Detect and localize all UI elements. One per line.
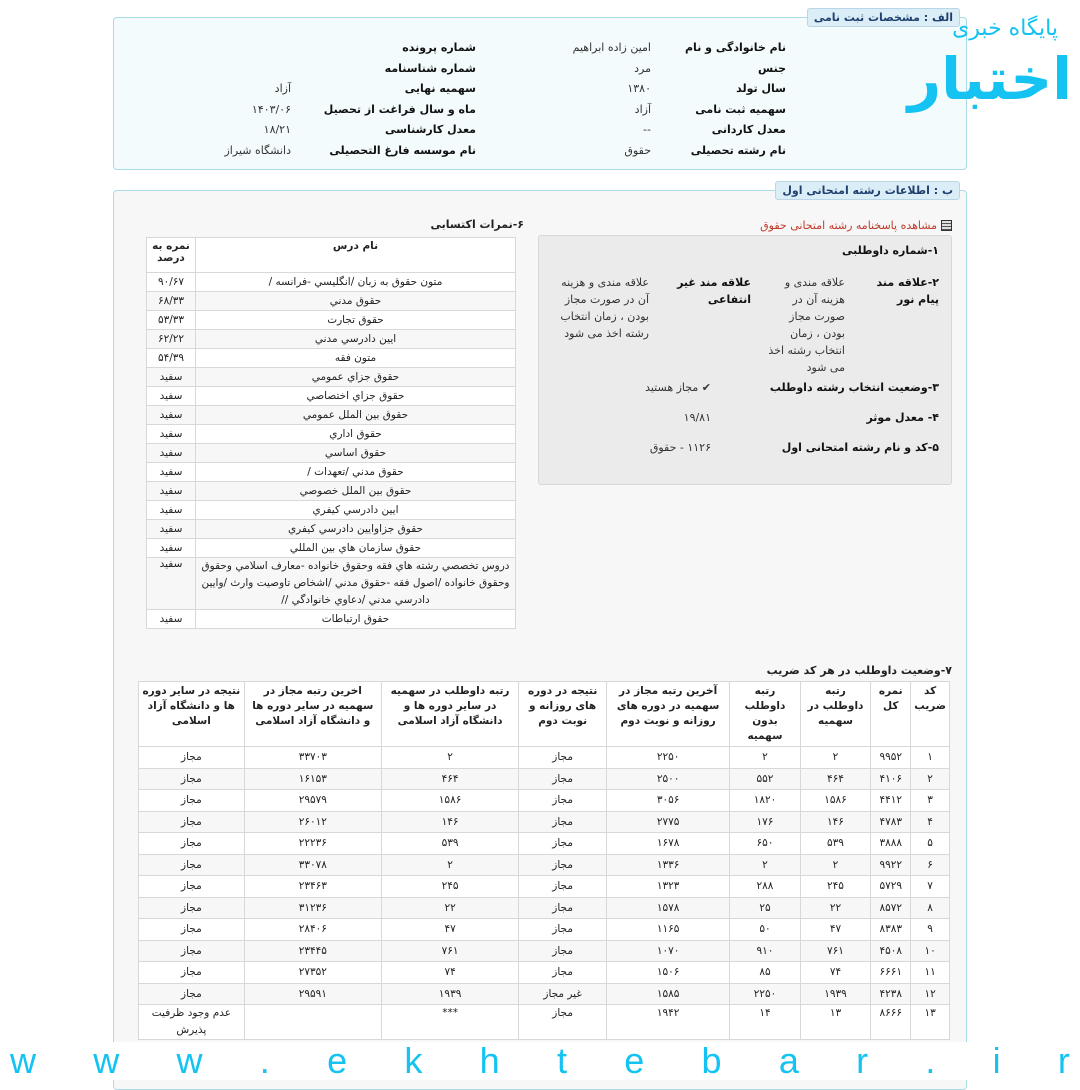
registration-fields-right xyxy=(501,38,786,161)
field-label: نام موسسه فارغ التحصیلی xyxy=(329,143,476,157)
selection-status-value: مجاز هستید xyxy=(645,381,699,394)
status-cell: ۴۷۸۳ xyxy=(871,811,911,833)
document-icon xyxy=(941,220,952,231)
field-row xyxy=(171,38,476,59)
field-label: سهمیه نهایی xyxy=(404,82,476,96)
status-cell: ۴۷ xyxy=(381,919,518,941)
course-percent: سفید xyxy=(147,406,196,425)
answer-sheet-link-label: مشاهده پاسخنامه رشته امتحانی حقوق xyxy=(760,219,937,232)
status-row xyxy=(139,747,950,769)
status-cell: ۲۹۵۹۱ xyxy=(244,983,381,1005)
field-value: امین زاده ابراهیم xyxy=(572,41,651,55)
status-cell: ۱۰۷۰ xyxy=(607,940,730,962)
status-cell: مجاز xyxy=(519,790,607,812)
status-cell: مجاز xyxy=(519,962,607,984)
grades-row xyxy=(147,463,516,482)
status-cell: مجاز xyxy=(519,876,607,898)
status-table xyxy=(138,681,950,1040)
course-percent: سفید xyxy=(147,610,196,629)
status-cell: ۱۳ xyxy=(911,1005,950,1040)
status-cell: مجاز xyxy=(519,1005,607,1040)
grades-header-percent: نمره به درصد xyxy=(147,238,196,273)
status-cell: ۲ xyxy=(381,854,518,876)
status-cell: ۸ xyxy=(911,897,950,919)
status-cell: ۴۱۰۶ xyxy=(871,768,911,790)
field-value: ۱۸/۲۱ xyxy=(263,123,291,137)
effective-gpa-value: ۱۹/۸۱ xyxy=(683,411,711,424)
course-percent: سفید xyxy=(147,368,196,387)
status-cell: مجاز xyxy=(519,747,607,769)
course-percent: ۶۲/۲۲ xyxy=(147,330,196,349)
course-percent: ۶۸/۳۳ xyxy=(147,292,196,311)
grades-row xyxy=(147,349,516,368)
watermark-char: i xyxy=(992,1040,1001,1081)
status-cell: ۵۰ xyxy=(730,919,801,941)
status-row xyxy=(139,983,950,1005)
grades-row xyxy=(147,292,516,311)
course-percent: سفید xyxy=(147,387,196,406)
course-name: متون فقه xyxy=(196,349,516,368)
status-cell: مجاز xyxy=(139,833,245,855)
status-cell: ۲۳۴۶۳ xyxy=(244,876,381,898)
course-name: حقوق سازمان هاي بين المللي xyxy=(196,539,516,558)
candidate-info-box xyxy=(538,235,952,485)
status-cell: مجاز xyxy=(139,811,245,833)
status-cell: ۷۶۱ xyxy=(800,940,871,962)
status-cell: ۴ xyxy=(911,811,950,833)
status-cell: ۳۱۲۳۶ xyxy=(244,897,381,919)
course-name: دروس تخصصي رشته هاي فقه وحقوق خانواده -معارف اسلامي وحقوق وحقوق خانواده /اصول فقه -حقوق مدني /اشخاص تاوصيت وارث /وايين دادرسي مدني /دعاوي خانوادگي // xyxy=(196,558,516,610)
selection-status-label: ۳-وضعیت انتخاب رشته داوطلب xyxy=(769,381,939,394)
course-percent: سفید xyxy=(147,444,196,463)
field-value: مرد xyxy=(634,61,651,75)
status-header: کد ضریب xyxy=(911,682,950,747)
status-cell: عدم وجود ظرفیت پذیرش xyxy=(139,1005,245,1040)
status-cell: ۹۹۵۲ xyxy=(871,747,911,769)
status-cell: ۱۸۲۰ xyxy=(730,790,801,812)
status-cell: مجاز xyxy=(519,897,607,919)
registration-details-panel xyxy=(113,11,967,170)
course-name: حقوق اساسي xyxy=(196,444,516,463)
status-cell: ۴۲۳۸ xyxy=(871,983,911,1005)
status-cell: ۹۱۰ xyxy=(730,940,801,962)
status-cell: ۷ xyxy=(911,876,950,898)
selection-status xyxy=(645,381,711,394)
field-label: نام خانوادگی و نام xyxy=(685,41,786,55)
status-cell: ۷۶۱ xyxy=(381,940,518,962)
status-cell: ۲ xyxy=(800,854,871,876)
status-cell: ۲۴۵ xyxy=(800,876,871,898)
course-name: ايين دادرسي مدني xyxy=(196,330,516,349)
course-name: حقوق مدني /تعهدات / xyxy=(196,463,516,482)
course-name: حقوق تجارت xyxy=(196,311,516,330)
status-cell: ۱۷۶ xyxy=(730,811,801,833)
course-name: حقوق جزاي اختصاصي xyxy=(196,387,516,406)
status-row xyxy=(139,876,950,898)
status-cell: ۲۲۵۰ xyxy=(607,747,730,769)
course-name: متون حقوق به زبان /انگليسي -فرانسه / xyxy=(196,273,516,292)
watermark-char: w xyxy=(176,1040,203,1081)
status-cell: مجاز xyxy=(519,940,607,962)
field-label: معدل کاردانی xyxy=(711,123,786,137)
grades-header-course: نام درس xyxy=(196,238,516,273)
grades-row xyxy=(147,501,516,520)
status-cell: ۲۵۰۰ xyxy=(607,768,730,790)
status-cell: ۵ xyxy=(911,833,950,855)
grades-table xyxy=(146,237,516,629)
grades-row xyxy=(147,558,516,610)
status-cell: ۱۴ xyxy=(730,1005,801,1040)
status-header: نتیجه در سایر دوره ها و دانشگاه آزاد اسلامی xyxy=(139,682,245,747)
course-percent: سفید xyxy=(147,558,196,610)
status-cell: ۲۲ xyxy=(800,897,871,919)
watermark-char: . xyxy=(925,1040,936,1081)
status-cell: ۲ xyxy=(730,854,801,876)
watermark-char: w xyxy=(10,1040,36,1081)
watermark-char: t xyxy=(556,1040,567,1081)
grades-row xyxy=(147,311,516,330)
interest-pnu-label: ۲-علاقه مند پیام نور xyxy=(876,276,939,306)
course-percent: سفید xyxy=(147,425,196,444)
interest-nonprofit-label: علاقه مند غیر انتفاعی xyxy=(677,276,751,306)
status-cell: ۲۷۳۵۲ xyxy=(244,962,381,984)
grades-title: ۶-نمرات اکتسابی xyxy=(430,218,524,231)
status-row xyxy=(139,854,950,876)
status-cell: ۲ xyxy=(730,747,801,769)
grades-row xyxy=(147,482,516,501)
status-row xyxy=(139,1005,950,1040)
course-percent: ۵۴/۳۹ xyxy=(147,349,196,368)
registration-fields-left xyxy=(171,38,476,161)
status-cell: ۱۱ xyxy=(911,962,950,984)
course-name: حقوق ارتباطات xyxy=(196,610,516,629)
status-cell: ۲۷۷۵ xyxy=(607,811,730,833)
status-cell: مجاز xyxy=(519,833,607,855)
status-row xyxy=(139,833,950,855)
watermark-char: e xyxy=(624,1040,645,1081)
status-header: آخرین رتبه مجاز در سهمیه در دوره های روزانه و نوبت دوم xyxy=(607,682,730,747)
status-title: ۷-وضعیت داوطلب در هر کد ضریب xyxy=(766,664,952,677)
status-cell: ۴۶۴ xyxy=(381,768,518,790)
status-cell: ۴۶۴ xyxy=(800,768,871,790)
watermark-char: b xyxy=(701,1040,722,1081)
status-cell: ۱۵۰۶ xyxy=(607,962,730,984)
status-cell: ۸۳۸۳ xyxy=(871,919,911,941)
watermark-char: e xyxy=(327,1040,348,1081)
watermark-char: . xyxy=(259,1040,270,1081)
status-cell: ۴۴۱۲ xyxy=(871,790,911,812)
field-row xyxy=(501,100,786,121)
field-value: دانشگاه شیراز xyxy=(224,143,291,157)
watermark-char: k xyxy=(404,1040,423,1081)
status-cell: مجاز xyxy=(139,983,245,1005)
watermark-char: a xyxy=(778,1040,799,1081)
status-cell: ۲ xyxy=(381,747,518,769)
status-cell: مجاز xyxy=(139,897,245,919)
status-cell: مجاز xyxy=(139,768,245,790)
status-cell: ۱۶۱۵۳ xyxy=(244,768,381,790)
status-cell: مجاز xyxy=(139,962,245,984)
status-cell: ۶ xyxy=(911,854,950,876)
check-icon: ✔ xyxy=(701,381,711,394)
status-cell: ۱۹۳۹ xyxy=(381,983,518,1005)
status-cell: ۱۳۲۳ xyxy=(607,876,730,898)
field-row xyxy=(171,120,476,141)
status-cell: ۱۶۷۸ xyxy=(607,833,730,855)
status-row xyxy=(139,897,950,919)
course-percent: سفید xyxy=(147,539,196,558)
status-row xyxy=(139,768,950,790)
status-cell: ۵۳۹ xyxy=(381,833,518,855)
status-cell: ۱۵۷۸ xyxy=(607,897,730,919)
status-cell: مجاز xyxy=(139,919,245,941)
watermark-char: r xyxy=(1057,1040,1070,1081)
effective-gpa-label: ۴- معدل موثر xyxy=(866,411,939,424)
answer-sheet-link[interactable] xyxy=(760,219,952,232)
grades-row xyxy=(147,539,516,558)
status-cell: غیر مجاز xyxy=(519,983,607,1005)
status-cell: ۲ xyxy=(800,747,871,769)
status-cell: ۲۸۸ xyxy=(730,876,801,898)
field-label: سال تولد xyxy=(736,82,786,96)
field-row xyxy=(501,141,786,162)
status-header: رتبه داوطلب بدون سهمیه xyxy=(730,682,801,747)
status-cell: ۶۶۶۱ xyxy=(871,962,911,984)
status-cell: ۲۲۲۳۶ xyxy=(244,833,381,855)
field-row xyxy=(501,59,786,80)
status-cell: ۱۵۸۵ xyxy=(607,983,730,1005)
grades-row xyxy=(147,425,516,444)
grades-row xyxy=(147,444,516,463)
status-cell: مجاز xyxy=(519,854,607,876)
course-percent: سفید xyxy=(147,501,196,520)
status-cell: ۳۳۰۷۸ xyxy=(244,854,381,876)
status-cell: مجاز xyxy=(519,811,607,833)
field-code-label: ۵-کد و نام رشته امتحانی اول xyxy=(781,441,939,454)
status-cell: مجاز xyxy=(139,940,245,962)
status-cell: مجاز xyxy=(139,854,245,876)
status-header: نتیجه در دوره های روزانه و نوبت دوم xyxy=(519,682,607,747)
watermark-char: w xyxy=(93,1040,120,1081)
status-cell: ۹ xyxy=(911,919,950,941)
grades-row xyxy=(147,273,516,292)
status-cell: ۳۳۷۰۳ xyxy=(244,747,381,769)
course-name: حقوق بين الملل عمومي xyxy=(196,406,516,425)
status-cell: ۶۵۰ xyxy=(730,833,801,855)
status-header: اخرین رتبه مجاز در سهمیه در سایر دوره ها و دانشگاه آزاد اسلامی xyxy=(244,682,381,747)
status-row xyxy=(139,940,950,962)
status-cell: ۹۹۲۲ xyxy=(871,854,911,876)
field-value: آزاد xyxy=(634,102,651,116)
status-cell: ۲۸۴۰۶ xyxy=(244,919,381,941)
field-row xyxy=(171,100,476,121)
course-name: حقوق جزاوايين دادرسي كيفري xyxy=(196,520,516,539)
candidate-number-label: ۱-شماره داوطلبی xyxy=(842,244,939,257)
status-cell: ۱۳ xyxy=(800,1005,871,1040)
status-cell: ۱۱۶۵ xyxy=(607,919,730,941)
grades-row xyxy=(147,368,516,387)
field-value: ۱۳۸۰ xyxy=(627,82,651,96)
registration-details-legend: الف : مشخصات ثبت نامی xyxy=(807,8,960,27)
course-name: حقوق مدني xyxy=(196,292,516,311)
course-name: حقوق بين الملل خصوصي xyxy=(196,482,516,501)
status-cell: ۱۵۸۶ xyxy=(800,790,871,812)
course-percent: سفید xyxy=(147,482,196,501)
grades-row xyxy=(147,387,516,406)
field-value: آزاد xyxy=(274,82,291,96)
status-cell: ۲۶۰۱۲ xyxy=(244,811,381,833)
status-header: نمره کل xyxy=(871,682,911,747)
status-row xyxy=(139,962,950,984)
status-cell: ۳ xyxy=(911,790,950,812)
field-row xyxy=(501,79,786,100)
exam-field-panel xyxy=(113,184,967,1090)
watermark-char: r xyxy=(856,1040,869,1081)
exam-field-legend: ب : اطلاعات رشته امتحانی اول xyxy=(775,181,960,200)
status-cell: ۲۹۵۷۹ xyxy=(244,790,381,812)
status-cell: ۱۹۴۲ xyxy=(607,1005,730,1040)
status-cell: ۲۳۴۴۵ xyxy=(244,940,381,962)
status-cell: ۲۲ xyxy=(381,897,518,919)
field-row xyxy=(501,38,786,59)
status-row xyxy=(139,790,950,812)
status-cell: مجاز xyxy=(139,747,245,769)
field-row xyxy=(171,59,476,80)
status-cell: ۳۸۸۸ xyxy=(871,833,911,855)
status-cell: ۱۴۶ xyxy=(800,811,871,833)
grades-row xyxy=(147,520,516,539)
field-label: جنس xyxy=(758,61,786,75)
status-row xyxy=(139,919,950,941)
status-cell: ۱ xyxy=(911,747,950,769)
field-row xyxy=(171,79,476,100)
field-label: سهمیه ثبت نامی xyxy=(695,102,786,116)
field-value: -- xyxy=(643,123,651,137)
status-cell: مجاز xyxy=(139,790,245,812)
field-row xyxy=(501,120,786,141)
status-row xyxy=(139,811,950,833)
course-percent: ۹۰/۶۷ xyxy=(147,273,196,292)
status-cell: ۱۰ xyxy=(911,940,950,962)
status-cell: مجاز xyxy=(519,919,607,941)
status-cell: ۸۵ xyxy=(730,962,801,984)
status-cell: ۱۵۸۶ xyxy=(381,790,518,812)
status-cell: ۵۳۹ xyxy=(800,833,871,855)
status-cell: ۲۲۵۰ xyxy=(730,983,801,1005)
status-header: رتبه داوطلب در سهمیه در سایر دوره ها و دانشگاه آزاد اسلامی xyxy=(381,682,518,747)
logo-subtitle: پایگاه خبری xyxy=(952,16,1058,41)
status-cell: ۸۶۶۶ xyxy=(871,1005,911,1040)
logo-title: اختبار xyxy=(907,45,1072,113)
field-label: شماره پرونده xyxy=(402,41,476,55)
course-name: ايين دادرسي كيفري xyxy=(196,501,516,520)
status-cell: ۱۴۶ xyxy=(381,811,518,833)
field-value: حقوق xyxy=(624,143,651,157)
status-cell: مجاز xyxy=(519,768,607,790)
status-cell xyxy=(244,1005,381,1040)
status-cell: ۴۷ xyxy=(800,919,871,941)
course-percent: سفید xyxy=(147,520,196,539)
course-name: حقوق اداري xyxy=(196,425,516,444)
status-cell: مجاز xyxy=(139,876,245,898)
field-row xyxy=(171,141,476,162)
field-label: شماره شناسنامه xyxy=(384,61,476,75)
interest-pnu-text: علاقه مندی و هزینه آن در صورت مجاز بودن ، زمان انتخاب رشته اخذ می شود xyxy=(768,276,845,374)
field-value: ۱۴۰۳/۰۶ xyxy=(251,102,291,116)
status-cell: ۱۳۳۶ xyxy=(607,854,730,876)
status-cell: ۲۴۵ xyxy=(381,876,518,898)
field-label: معدل کارشناسی xyxy=(385,123,476,137)
status-cell: *** xyxy=(381,1005,518,1040)
grades-row xyxy=(147,330,516,349)
grades-row xyxy=(147,610,516,629)
status-cell: ۱۹۳۹ xyxy=(800,983,871,1005)
field-code-value: ۱۱۲۶ - حقوق xyxy=(649,441,711,454)
status-cell: ۵۵۲ xyxy=(730,768,801,790)
status-cell: ۸۵۷۲ xyxy=(871,897,911,919)
status-cell: ۲ xyxy=(911,768,950,790)
interest-nonprofit-text: علاقه مندی و هزینه آن در صورت مجاز بودن ، زمان انتخاب رشته اخذ می شود xyxy=(560,276,649,340)
watermark-char: h xyxy=(479,1040,500,1081)
field-label: نام رشته تحصیلی xyxy=(690,143,786,157)
status-cell: ۳۰۵۶ xyxy=(607,790,730,812)
course-percent: سفید xyxy=(147,463,196,482)
grades-row xyxy=(147,406,516,425)
status-cell: ۱۲ xyxy=(911,983,950,1005)
status-cell: ۷۴ xyxy=(381,962,518,984)
status-cell: ۵۷۲۹ xyxy=(871,876,911,898)
course-percent: ۵۳/۳۳ xyxy=(147,311,196,330)
status-cell: ۷۴ xyxy=(800,962,871,984)
status-cell: ۴۵۰۸ xyxy=(871,940,911,962)
field-label: ماه و سال فراغت از تحصیل xyxy=(323,102,476,116)
course-name: حقوق جزاي عمومي xyxy=(196,368,516,387)
status-header: رتبه داوطلب در سهمیه xyxy=(800,682,871,747)
status-cell: ۲۵ xyxy=(730,897,801,919)
